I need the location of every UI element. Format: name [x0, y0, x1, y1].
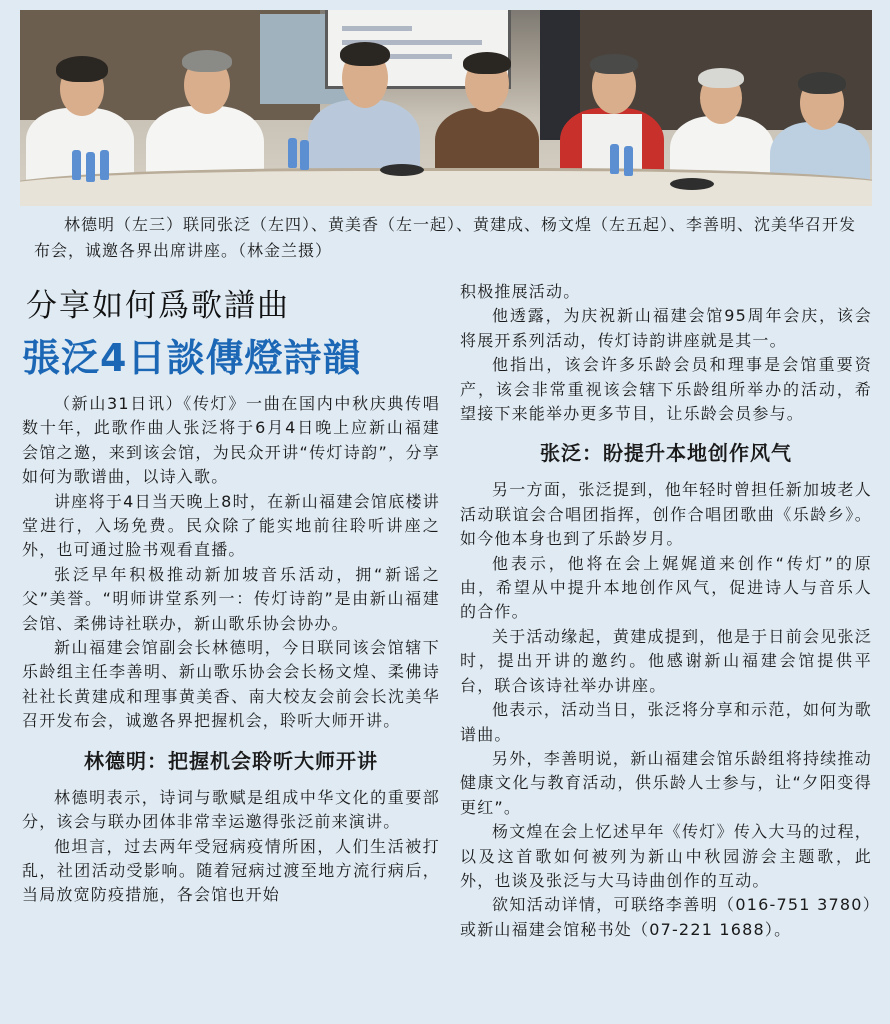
paragraph: 他坦言，过去两年受冠病疫情所困，人们生活被打乱，社团活动受影响。随着冠病过渡至地方流行病后，当局放宽防疫措施，各会馆也开始 [22, 836, 440, 905]
paragraph: 新山福建会馆副会长林德明，今日联同该会馆辖下乐龄组主任李善明、新山歌乐协会会长杨文煌、柔佛诗社社长黄建成和理事黄美香、南大校友会前会长沈美华召开发布会，诚邀各界把握机会，聆听大师开讲。 [22, 638, 440, 731]
paragraph: 张泛早年积极推动新加坡音乐活动，拥“新谣之父”美誉。“明师讲堂系列一：传灯诗韵”是由新山福建会馆、柔佛诗社联办，新山歌乐协会协办。 [22, 564, 440, 633]
paragraph: 另一方面，张泛提到，他年轻时曾担任新加坡老人活动联谊会合唱团指挥，创作合唱团歌曲《乐龄乡》。如今他本身也到了乐龄岁月。 [460, 480, 872, 549]
paragraph: 他透露，为庆祝新山福建会馆95周年会庆，该会将展开系列活动，传灯诗韵讲座就是其一。 [460, 306, 872, 350]
paragraph: 他指出，该会许多乐龄会员和理事是会馆重要资产，该会非常重视该会辖下乐龄组所举办的活动，希望接下来能举办更多节目，让乐龄会员参与。 [460, 355, 872, 424]
paragraph: 欲知活动详情，可联络李善明（016-751 3780）或新山福建会馆秘书处（07-221 1688）。 [460, 895, 872, 939]
paragraph: 杨文煌在会上忆述早年《传灯》传入大马的过程，以及这首歌如何被列为新山中秋园游会主题歌，此外，也谈及张泛与大马诗曲创作的互动。 [460, 822, 872, 890]
article-headline: 張泛4日談傳燈詩韻 [22, 336, 362, 380]
paragraph-continued: 积极推展活动。 [460, 282, 581, 301]
paragraph: 他表示，活动当日，张泛将分享和示范，如何为歌谱曲。 [460, 700, 872, 744]
right-column [460, 280, 872, 942]
paragraph: （新山31日讯）《传灯》一曲在国内中秋庆典传唱数十年，此歌作曲人张泛将于6月4日晚上应新山福建会馆之邀，来到该会馆，为民众开讲“传灯诗韵”，分享如何为歌谱曲，以诗入歌。 [22, 394, 440, 487]
left-column [22, 280, 440, 908]
paragraph: 林德明表示，诗词与歌赋是组成中华文化的重要部分，该会与联办团体非常幸运邀得张泛前来演讲。 [22, 787, 440, 832]
paragraph: 讲座将于4日当天晚上8时，在新山福建会馆底楼讲堂进行，入场免费。民众除了能实地前往聆听讲座之外，也可通过脸书观看直播。 [22, 491, 440, 560]
paragraph: 他表示，他将在会上娓娓道来创作“传灯”的原由，希望从中提升本地创作风气，促进诗人与音乐人的合作。 [460, 553, 872, 622]
subheading: 张泛：盼提升本地创作风气 [540, 441, 792, 466]
article-kicker: 分享如何爲歌譜曲 [26, 288, 290, 324]
press-conference-photo [20, 10, 872, 206]
photo-caption: 林德明（左三）联同张泛（左四）、黄美香（左一起）、黄建成、杨文煌（左五起）、李善明、沈美华召开发布会，诚邀各界出席讲座。（林金兰摄） [34, 215, 857, 260]
paragraph: 关于活动缘起，黄建成提到，他是于日前会见张泛时，提出开讲的邀约。他感谢新山福建会馆提供平台，联合该诗社举办讲座。 [460, 626, 872, 695]
paragraph: 另外，李善明说，新山福建会馆乐龄组将持续推动健康文化与教育活动，供乐龄人士参与，让“夕阳变得更红”。 [460, 748, 872, 817]
subheading: 林德明：把握机会聆听大师开讲 [84, 748, 378, 773]
